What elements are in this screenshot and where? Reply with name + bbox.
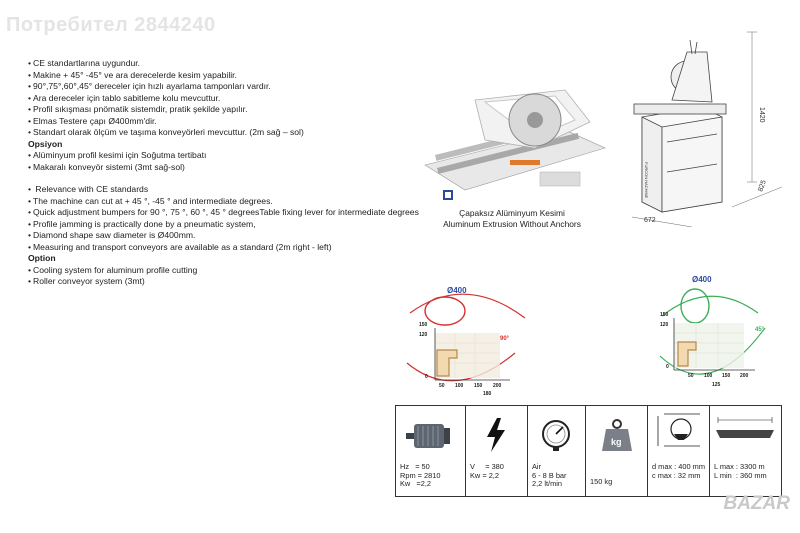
caption-tr: Çapaksız Alüminyum Kesimi [459, 208, 565, 218]
spec-table [395, 405, 782, 497]
y-tick-label: 120 [419, 332, 428, 338]
x-total-label: 180 [483, 391, 492, 397]
x-total-label: 125 [712, 382, 721, 388]
option-header-en: Option [28, 253, 56, 263]
feature-item-tr: • Ara dereceler için tablo sabitleme kolu mevcuttur. [28, 93, 458, 105]
diameter-label-90: Ø400 [447, 286, 467, 295]
option-item-en: • Cooling system for aluminum profile cutting [28, 265, 458, 277]
air-specs: Air 6 - 8 B bar 2,2 lt/min [532, 462, 567, 489]
feature-item-en: • The machine can cut at + 45 °, -45 ° and intermediate degrees. [28, 196, 458, 208]
cut-specs: d max : 400 mm c max : 32 mm [652, 462, 705, 480]
x-tick-label: 200 [740, 373, 749, 379]
feature-item-en: • Diamond shape saw diameter is Ø400mm. [28, 230, 458, 242]
air-cell [528, 406, 586, 496]
feature-item-en: • Measuring and transport conveyors are available as a standard (2m right - left) [28, 242, 458, 254]
height-dimension: 1420 [758, 107, 765, 123]
cut-cell [648, 406, 710, 496]
angle-label-90: 90° [500, 336, 510, 342]
feature-item-tr: • Standart olarak ölçüm ve taşıma konveyörleri mevcuttur. (2m sağ – sol) [28, 127, 458, 139]
weight-specs: 150 kg [590, 477, 613, 486]
length-cell [710, 406, 781, 496]
motor-specs: Hz = 50 Rpm = 2810 Kw =2,2 [400, 462, 441, 489]
depth-dimension: 825 [757, 179, 768, 193]
power-cell [466, 406, 528, 496]
feature-item-en: • Profile jamming is practically done by a pneumatic system, [28, 219, 458, 231]
caption-en: Aluminum Extrusion Without Anchors [443, 219, 581, 229]
feature-item-en: • Relevance with CE standards [28, 184, 458, 196]
x-tick-label: 150 [474, 383, 483, 389]
photo-caption [422, 208, 602, 230]
x-tick-label: 150 [722, 373, 731, 379]
y-tick-label: 120 [660, 322, 669, 328]
weight-icon-label: kg [611, 437, 622, 447]
feature-item-en: • Quick adjustment bumpers for 90 °, 75 °, 60 °, 45 ° degreesTable fixing lever for intermediate degrees [28, 207, 458, 219]
machine-brand-label: FURCON HACHINE [644, 162, 649, 199]
width-dimension: 672 [644, 217, 656, 224]
y-tick-label: 150 [660, 312, 669, 318]
x-tick-label: 100 [455, 383, 464, 389]
power-specs: V = 380 Kw = 2,2 [470, 462, 504, 480]
option-item-tr: • Makaralı konveyör sistemi (3mt sağ-sol) [28, 162, 458, 174]
x-tick-label: 50 [688, 373, 694, 379]
motor-icon [404, 420, 454, 452]
x-tick-label: 100 [704, 373, 713, 379]
option-item-en: • Roller conveyor system (3mt) [28, 276, 458, 288]
option-item-tr: • Alüminyum profil kesimi için Soğutma tertibatı [28, 150, 458, 162]
weight-icon [600, 418, 634, 452]
cut-diagram-90 [375, 278, 535, 398]
option-header-tr: Opsiyon [28, 138, 63, 149]
weight-cell [586, 406, 648, 496]
angle-label-45: 45° [755, 327, 765, 333]
y-tick-label: 0 [666, 364, 669, 370]
feature-item-tr: • 90°,75°,60°,45° dereceler için hızlı ayarlama tamponları vardır. [28, 81, 458, 93]
bazar-watermark-logo: BAZAR [723, 493, 790, 514]
machine-drawing [612, 22, 797, 227]
x-tick-label: 50 [439, 383, 445, 389]
pressure-gauge-icon [540, 418, 572, 452]
length-specs: L max : 3300 m L min : 360 mm [714, 462, 767, 480]
motor-cell [396, 406, 466, 496]
length-bar-icon [714, 414, 776, 444]
x-tick-label: 200 [493, 383, 502, 389]
feature-item-tr: • Profil sıkışması pnömatik sistemdir, pratik şekilde yapılır. [28, 104, 458, 116]
feature-list [28, 58, 458, 288]
lightning-icon [484, 418, 508, 452]
y-tick-label: 0 [425, 374, 428, 380]
user-watermark: Потребител 2844240 [6, 14, 216, 36]
cut-profile-icon [654, 412, 704, 450]
saw-blade-photo [415, 60, 615, 205]
cut-diagram-45 [640, 268, 790, 398]
feature-item-tr: • Makine + 45° -45° ve ara derecelerde kesim yapabilir. [28, 70, 458, 82]
feature-item-tr: • Elmas Testere çapı Ø400mm'dir. [28, 116, 458, 128]
feature-item-tr: • CE standartlarına uygundur. [28, 58, 458, 70]
diameter-label-45: Ø400 [692, 275, 712, 284]
y-tick-label: 150 [419, 322, 428, 328]
